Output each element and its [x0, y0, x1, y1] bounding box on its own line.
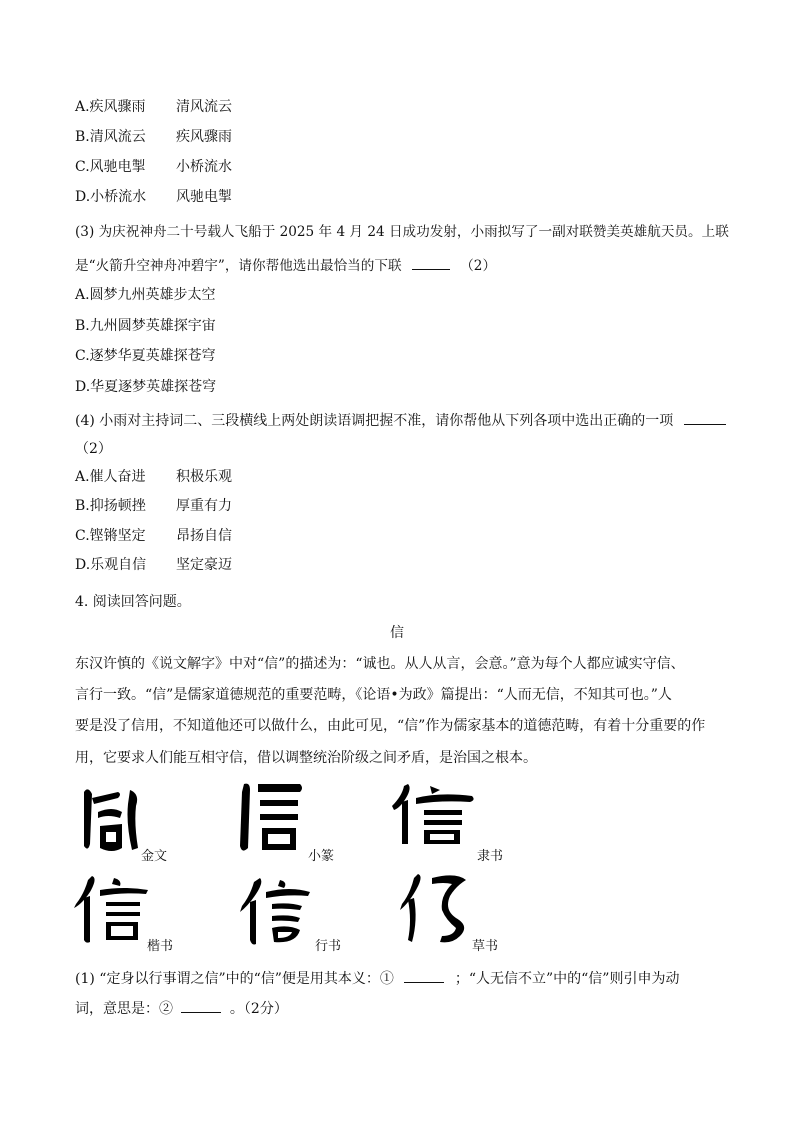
option-a: A.催人奋进: [75, 469, 146, 485]
caoshu-glyph-image: [396, 870, 476, 946]
jinwen-glyph-image: [78, 784, 146, 856]
option-b: 风驰电掣: [176, 189, 232, 205]
option-b: 疾风骤雨: [176, 129, 232, 145]
subquestion-1-text: 词，意思是：②: [75, 1001, 173, 1017]
question-3-score: （2）: [460, 258, 497, 274]
option-b: 小桥流水: [176, 159, 232, 175]
subquestion-1-text-cont: ；“人无信不立”中的“信”则引申为动: [454, 971, 680, 987]
caption-xiaozhuan: 小篆: [308, 849, 335, 864]
option-a: D.乐观自信: [75, 557, 147, 573]
question-4-line1: [75, 410, 726, 430]
caption-lishu: 隶书: [477, 849, 504, 864]
passage-line: 言行一致。“信”是儒家道德规范的重要范畴，《论语•为政》篇提出：“人而无信，不知其可也。”人: [75, 687, 672, 703]
kaishu-glyph-image: [72, 874, 152, 944]
caption-kaishu: 楷书: [147, 939, 174, 954]
passage-line: 要是没了信用，不知道他还可以做什么，由此可见，“信”作为儒家基本的道德范畴，有着十分重要的作: [75, 718, 706, 734]
option-a: A.圆梦九州英雄步太空: [75, 287, 216, 303]
lishu-glyph-image: [390, 782, 480, 846]
answer-blank[interactable]: [684, 410, 726, 425]
question-3-line1: (3) 为庆祝神舟二十号载人飞船于 2025 年 4 月 24 日成功发射，小雨拟写了一副对联赞美英雄航天员。上联: [75, 224, 729, 240]
option-d: D.华夏逐梦英雄探苍穹: [75, 379, 217, 395]
passage-title: 信: [390, 625, 404, 641]
option-a: D.小桥流水: [75, 189, 147, 205]
option-b: 清风流云: [176, 99, 232, 115]
question-3-text: 是“火箭升空神舟冲碧宇”，请你帮他选出最恰当的下联: [75, 258, 402, 274]
question-4-score: （2）: [75, 441, 112, 457]
question-4-text: (4) 小雨对主持词二、三段横线上两处朗读语调把握不准，请你帮他从下列各项中选出正确的一项: [75, 413, 674, 429]
option-row: [75, 497, 232, 515]
option-b: 厚重有力: [176, 498, 232, 514]
option-row: [75, 468, 232, 486]
option-b: 昂扬自信: [176, 528, 232, 544]
option-a: B.抑扬顿挫: [75, 498, 146, 514]
caption-xingshu: 行书: [315, 939, 342, 954]
option-row: [75, 188, 232, 206]
subquestion-1-line2: [75, 998, 288, 1018]
caption-caoshu: 草书: [472, 939, 499, 954]
option-row: [75, 98, 232, 116]
option-a: C.铿锵坚定: [75, 528, 146, 544]
section-heading: 4. 阅读回答问题。: [75, 594, 191, 610]
xingshu-glyph-image: [236, 876, 314, 946]
subquestion-1-line1: [75, 968, 679, 988]
option-row: [75, 158, 232, 176]
xiaozhuan-glyph-image: [234, 778, 308, 856]
option-c: C.逐梦华夏英雄探苍穹: [75, 348, 216, 364]
option-a: B.清风流云: [75, 129, 146, 145]
passage-line: 用，它要求人们能互相守信，借以调整统治阶级之间矛盾，是治国之根本。: [75, 750, 537, 766]
option-row: [75, 128, 232, 146]
subquestion-1-text: (1) “定身以行事谓之信”中的“信”便是用其本义：①: [75, 971, 394, 987]
question-3-line2: [75, 255, 496, 275]
subquestion-1-score: 。（2分）: [229, 1001, 288, 1017]
option-a: C.风驰电掣: [75, 159, 146, 175]
option-a: A.疾风骤雨: [75, 99, 146, 115]
answer-blank-1[interactable]: [404, 968, 444, 983]
option-b: 坚定豪迈: [176, 557, 232, 573]
answer-blank[interactable]: [412, 255, 450, 270]
answer-blank-2[interactable]: [181, 998, 221, 1013]
option-row: [75, 556, 232, 574]
passage-line: 东汉许慎的《说文解字》中对“信”的描述为：“诚也。从人从言，会意。”意为每个人都应诚实守信、: [75, 656, 685, 672]
caption-jinwen: 金文: [141, 849, 168, 864]
option-b: B.九州圆梦英雄探宇宙: [75, 318, 216, 334]
option-row: [75, 527, 232, 545]
option-b: 积极乐观: [176, 469, 232, 485]
